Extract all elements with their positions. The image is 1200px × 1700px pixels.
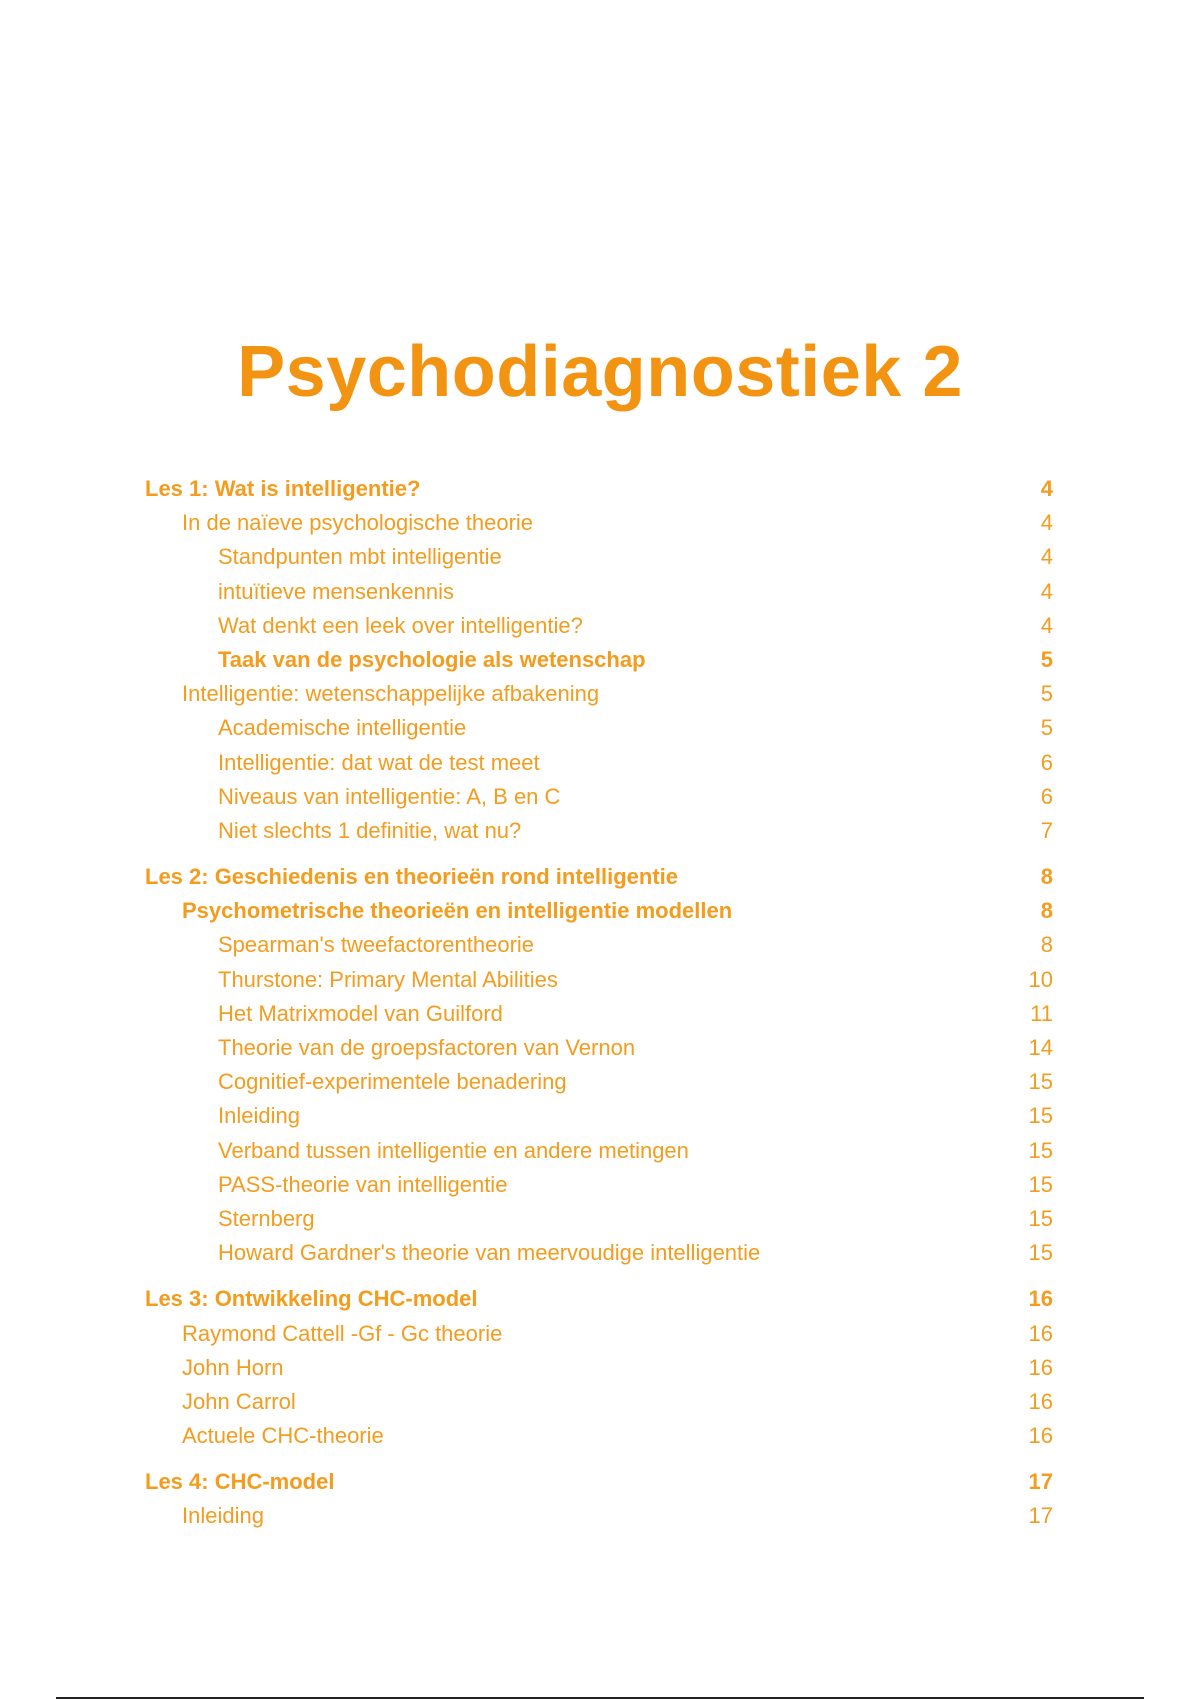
- table-of-contents: [145, 472, 1053, 1534]
- toc-entry-page-number: 4: [1040, 476, 1053, 501]
- toc-entry-label: Spearman's tweefactorentheorie: [218, 932, 535, 958]
- toc-entry[interactable]: [145, 928, 1053, 962]
- toc-entry-page-number: 5: [1040, 715, 1053, 741]
- toc-entry-label: Taak van de psychologie als wetenschap: [218, 646, 646, 672]
- toc-entry[interactable]: [145, 677, 1053, 711]
- toc-entry[interactable]: [145, 1202, 1053, 1236]
- toc-entry[interactable]: [145, 1031, 1053, 1065]
- toc-entry[interactable]: [145, 609, 1053, 643]
- toc-entry[interactable]: [145, 1317, 1053, 1351]
- toc-entry-label: Raymond Cattell -Gf - Gc theorie: [182, 1320, 503, 1346]
- toc-entry[interactable]: [145, 814, 1053, 848]
- toc-entry[interactable]: [145, 1351, 1053, 1385]
- toc-entry[interactable]: [145, 1099, 1053, 1133]
- toc-entry-label: Actuele CHC-theorie: [182, 1423, 384, 1449]
- toc-entry[interactable]: [145, 472, 1053, 506]
- toc-entry[interactable]: [145, 963, 1053, 997]
- toc-entry-label: Academische intelligentie: [218, 715, 467, 741]
- toc-entry-label: PASS-theorie van intelligentie: [218, 1171, 508, 1197]
- toc-entry-page-number: 16: [1028, 1388, 1053, 1414]
- toc-entry-label: Standpunten mbt intelligentie: [218, 544, 502, 570]
- toc-entry-page-number: 14: [1028, 1035, 1053, 1060]
- toc-entry[interactable]: [145, 1282, 1053, 1316]
- toc-entry-label: Sternberg: [218, 1205, 315, 1231]
- toc-entry-page-number: 15: [1028, 1205, 1053, 1231]
- toc-entry-label: Intelligentie: wetenschappelijke afbakening: [182, 681, 600, 707]
- toc-entry-label: Les 1: Wat is intelligentie?: [145, 476, 421, 501]
- toc-entry-page-number: 8: [1040, 864, 1053, 890]
- page-title: Psychodiagnostiek 2: [237, 332, 963, 413]
- toc-entry-label: Les 2: Geschiedenis en theorieën rond intelligentie: [145, 864, 679, 890]
- toc-entry-page-number: 6: [1040, 749, 1053, 775]
- toc-entry-label: Het Matrixmodel van Guilford: [218, 1000, 503, 1026]
- toc-entry-label: Theorie van de groepsfactoren van Vernon: [218, 1035, 636, 1060]
- toc-entry-page-number: 15: [1028, 1137, 1053, 1163]
- toc-entry-page-number: 15: [1028, 1103, 1053, 1129]
- toc-entry-label: intuïtieve mensenkennis: [218, 578, 455, 604]
- toc-entry-page-number: 4: [1040, 578, 1053, 604]
- toc-entry[interactable]: [145, 1419, 1053, 1453]
- toc-entry[interactable]: [145, 894, 1053, 928]
- toc-entry-label: John Carrol: [182, 1388, 296, 1414]
- toc-entry-page-number: 15: [1028, 1069, 1053, 1095]
- toc-entry-page-number: 7: [1040, 817, 1053, 843]
- toc-entry-page-number: 17: [1028, 1469, 1053, 1495]
- toc-entry[interactable]: [145, 1499, 1053, 1533]
- toc-entry-page-number: 4: [1040, 612, 1053, 638]
- toc-entry-page-number: 5: [1040, 681, 1053, 707]
- toc-entry-page-number: 16: [1028, 1354, 1053, 1380]
- toc-entry-label: Psychometrische theorieën en intelligentie modellen: [182, 898, 733, 924]
- toc-entry[interactable]: [145, 860, 1053, 894]
- toc-entry-page-number: 5: [1040, 646, 1053, 672]
- toc-entry-page-number: 17: [1028, 1503, 1053, 1529]
- toc-entry-label: Niet slechts 1 definitie, wat nu?: [218, 817, 522, 843]
- toc-entry-label: Inleiding: [218, 1103, 300, 1129]
- toc-entry-label: Niveaus van intelligentie: A, B en C: [218, 783, 561, 809]
- toc-entry[interactable]: [145, 643, 1053, 677]
- toc-entry-label: Howard Gardner's theorie van meervoudige intelligentie: [218, 1240, 761, 1266]
- toc-entry-page-number: 6: [1040, 783, 1053, 809]
- toc-entry-page-number: 4: [1040, 544, 1053, 570]
- toc-entry-page-number: 16: [1028, 1286, 1053, 1312]
- toc-entry-label: Verband tussen intelligentie en andere metingen: [218, 1137, 689, 1163]
- toc-entry[interactable]: [145, 711, 1053, 745]
- toc-entry[interactable]: [145, 780, 1053, 814]
- toc-entry-label: In de naïeve psychologische theorie: [182, 510, 534, 536]
- toc-entry[interactable]: [145, 746, 1053, 780]
- toc-entry-label: Thurstone: Primary Mental Abilities: [218, 966, 558, 992]
- toc-entry-label: Inleiding: [182, 1503, 264, 1529]
- toc-entry-label: Les 3: Ontwikkeling CHC-model: [145, 1286, 478, 1312]
- toc-entry[interactable]: [145, 1168, 1053, 1202]
- toc-entry[interactable]: [145, 540, 1053, 574]
- toc-entry-page-number: 10: [1028, 966, 1053, 992]
- toc-entry[interactable]: [145, 506, 1053, 540]
- toc-entry-label: Intelligentie: dat wat de test meet: [218, 749, 540, 775]
- toc-entry-page-number: 8: [1040, 898, 1053, 924]
- toc-entry-page-number: 16: [1028, 1320, 1053, 1346]
- toc-entry[interactable]: [145, 997, 1053, 1031]
- toc-entry-label: Les 4: CHC-model: [145, 1469, 335, 1495]
- toc-entry[interactable]: [145, 1236, 1053, 1270]
- toc-entry-label: Cognitief-experimentele benadering: [218, 1069, 567, 1095]
- toc-entry-page-number: 8: [1040, 932, 1053, 958]
- footer-divider: [56, 1697, 1144, 1699]
- toc-entry-page-number: 15: [1028, 1171, 1053, 1197]
- toc-entry[interactable]: [145, 1065, 1053, 1099]
- toc-entry-page-number: 4: [1040, 510, 1053, 536]
- toc-entry-label: Wat denkt een leek over intelligentie?: [218, 612, 583, 638]
- toc-entry-page-number: 15: [1028, 1240, 1053, 1266]
- toc-entry[interactable]: [145, 575, 1053, 609]
- toc-entry-page-number: 16: [1028, 1423, 1053, 1449]
- toc-entry[interactable]: [145, 1134, 1053, 1168]
- toc-entry[interactable]: [145, 1465, 1053, 1499]
- toc-entry-label: John Horn: [182, 1354, 284, 1380]
- toc-entry-page-number: 11: [1030, 1000, 1053, 1026]
- toc-entry[interactable]: [145, 1385, 1053, 1419]
